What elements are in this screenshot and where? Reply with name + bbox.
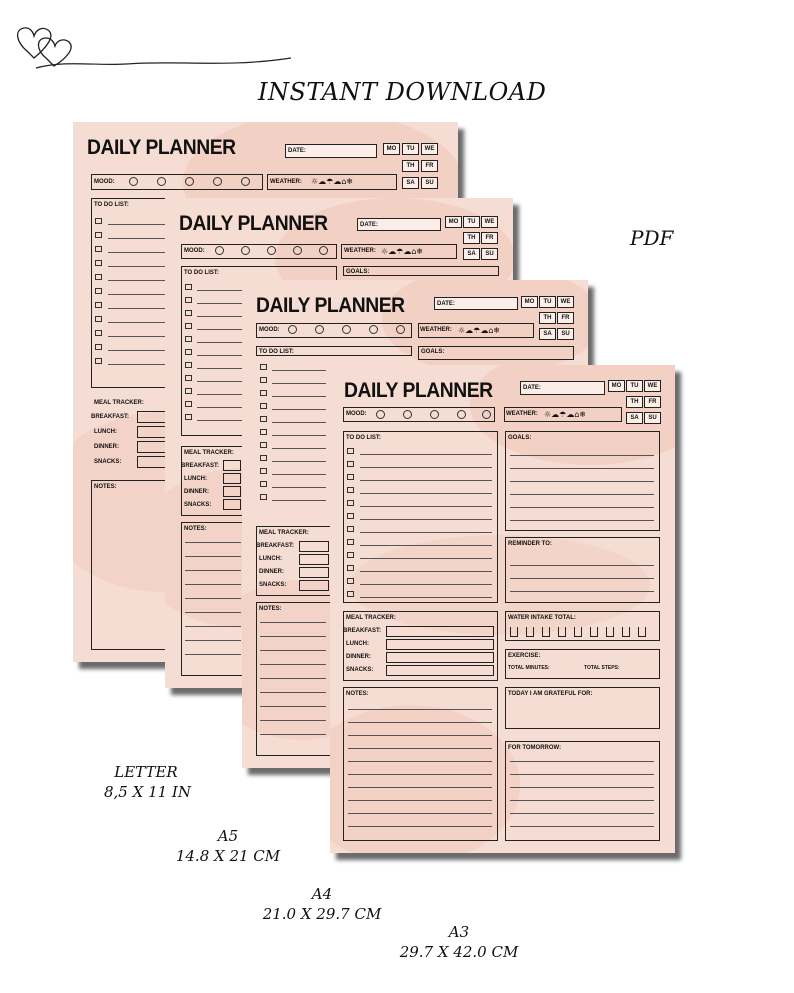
planner-title: DAILY PLANNER xyxy=(344,379,493,402)
writing-line xyxy=(108,294,168,295)
grateful-label: TODAY I AM GRATEFUL FOR: xyxy=(508,691,593,697)
writing-line xyxy=(185,570,241,571)
day-tu[interactable]: TU xyxy=(402,143,419,155)
date-label: DATE: xyxy=(437,301,455,307)
water-cup-icon[interactable] xyxy=(558,627,566,637)
checkbox-icon[interactable] xyxy=(185,310,192,316)
writing-line xyxy=(185,654,241,655)
notes-label: NOTES: xyxy=(259,606,282,612)
day-th[interactable]: TH xyxy=(539,312,556,324)
day-mo[interactable]: MO xyxy=(521,296,538,308)
writing-line xyxy=(108,364,168,365)
checkbox-icon[interactable] xyxy=(347,474,354,480)
section-box xyxy=(91,174,263,190)
writing-line xyxy=(510,774,654,775)
writing-line xyxy=(108,350,168,351)
writing-line xyxy=(260,706,326,707)
notes-label: NOTES: xyxy=(346,691,369,697)
exercise-label: EXERCISE: xyxy=(508,653,541,659)
size-dims: 8,5 X 11 IN xyxy=(104,783,191,801)
mood-label: MOOD: xyxy=(94,179,115,185)
format-label: PDF xyxy=(630,226,674,250)
section-box xyxy=(299,541,329,552)
mood-face-icon[interactable] xyxy=(241,177,250,186)
writing-line xyxy=(185,598,241,599)
mood-label: MOOD: xyxy=(259,327,280,333)
writing-line xyxy=(197,368,247,369)
writing-line xyxy=(510,507,654,508)
day-fr[interactable]: FR xyxy=(644,396,661,408)
writing-line xyxy=(360,584,492,585)
writing-line xyxy=(272,396,326,397)
weather-label: WEATHER: xyxy=(270,179,302,185)
mood-face-icon[interactable] xyxy=(215,246,224,255)
writing-line xyxy=(348,761,492,762)
instant-download-title: INSTANT DOWNLOAD xyxy=(258,78,547,106)
checkbox-icon[interactable] xyxy=(347,487,354,493)
checkbox-icon[interactable] xyxy=(185,349,192,355)
day-we[interactable]: WE xyxy=(557,296,574,308)
checkbox-icon[interactable] xyxy=(95,218,102,224)
checkbox-icon[interactable] xyxy=(185,414,192,420)
writing-line xyxy=(510,481,654,482)
size-dims: 14.8 X 21 CM xyxy=(175,847,281,865)
writing-line xyxy=(185,626,241,627)
writing-line xyxy=(260,664,326,665)
water-cup-icon[interactable] xyxy=(622,627,630,637)
day-we[interactable]: WE xyxy=(421,143,438,155)
writing-line xyxy=(197,394,247,395)
mood-face-icon[interactable] xyxy=(342,325,351,334)
checkbox-icon[interactable] xyxy=(185,388,192,394)
day-fr[interactable]: FR xyxy=(481,232,498,244)
writing-line xyxy=(360,480,492,481)
writing-line xyxy=(348,800,492,801)
meal-lunch-label: LUNCH: xyxy=(259,556,282,562)
mood-face-icon[interactable] xyxy=(185,177,194,186)
checkbox-icon[interactable] xyxy=(95,316,102,322)
checkbox-icon[interactable] xyxy=(260,481,267,487)
writing-line xyxy=(360,597,492,598)
mood-face-icon[interactable] xyxy=(396,325,405,334)
checkbox-icon[interactable] xyxy=(95,302,102,308)
size-dims: 21.0 X 29.7 CM xyxy=(262,905,382,923)
writing-line xyxy=(360,519,492,520)
writing-line xyxy=(360,454,492,455)
writing-line xyxy=(510,591,654,592)
writing-line xyxy=(185,584,241,585)
goals-label: GOALS: xyxy=(346,269,370,275)
day-tu[interactable]: TU xyxy=(626,380,643,392)
day-mo[interactable]: MO xyxy=(445,216,462,228)
mood-face-icon[interactable] xyxy=(482,410,491,419)
writing-line xyxy=(272,487,326,488)
checkbox-icon[interactable] xyxy=(260,442,267,448)
writing-line xyxy=(348,735,492,736)
meal-breakfast-label: BREAKFAST: xyxy=(91,414,130,420)
checkbox-icon[interactable] xyxy=(185,401,192,407)
meal-snacks-label: SNACKS: xyxy=(94,459,122,465)
writing-line xyxy=(272,461,326,462)
writing-line xyxy=(510,468,654,469)
writing-line xyxy=(197,420,247,421)
size-a5 xyxy=(168,826,288,866)
mood-face-icon[interactable] xyxy=(430,410,439,419)
for-tomorrow-label: FOR TOMORROW: xyxy=(508,745,562,751)
todo-label: TO DO LIST: xyxy=(184,270,219,276)
day-th[interactable]: TH xyxy=(463,232,480,244)
water-cup-icon[interactable] xyxy=(590,627,598,637)
writing-line xyxy=(510,761,654,762)
writing-line xyxy=(272,383,326,384)
writing-line xyxy=(260,678,326,679)
total-steps-label: TOTAL STEPS: xyxy=(584,665,620,671)
writing-line xyxy=(197,355,247,356)
checkbox-icon[interactable] xyxy=(95,260,102,266)
writing-line xyxy=(510,813,654,814)
checkbox-icon[interactable] xyxy=(260,390,267,396)
writing-line xyxy=(272,422,326,423)
writing-line xyxy=(260,636,326,637)
day-fr[interactable]: FR xyxy=(557,312,574,324)
section-box xyxy=(223,460,241,471)
checkbox-icon[interactable] xyxy=(347,578,354,584)
writing-line xyxy=(108,238,168,239)
writing-line xyxy=(272,409,326,410)
mood-face-icon[interactable] xyxy=(288,325,297,334)
section-box xyxy=(299,580,329,591)
writing-line xyxy=(360,571,492,572)
section-box xyxy=(386,639,494,650)
section-box xyxy=(223,473,241,484)
day-tu[interactable]: TU xyxy=(463,216,480,228)
todo-label: TO DO LIST: xyxy=(259,349,294,355)
writing-line xyxy=(185,640,241,641)
checkbox-icon[interactable] xyxy=(95,330,102,336)
date-label: DATE: xyxy=(288,148,306,154)
day-tu[interactable]: TU xyxy=(539,296,556,308)
weather-label: WEATHER: xyxy=(420,327,452,333)
weather-sun-icon[interactable]: ☼☁☂☁⌂❄ xyxy=(311,177,354,186)
checkbox-icon[interactable] xyxy=(95,246,102,252)
date-label: DATE: xyxy=(360,222,378,228)
writing-line xyxy=(510,787,654,788)
todo-label: TO DO LIST: xyxy=(94,202,129,208)
writing-line xyxy=(197,303,247,304)
meal-snacks-label: SNACKS: xyxy=(259,582,287,588)
checkbox-icon[interactable] xyxy=(95,274,102,280)
mood-face-icon[interactable] xyxy=(293,246,302,255)
planner-page-a3 xyxy=(330,365,675,853)
meal-tracker-label: MEAL TRACKER: xyxy=(259,530,309,536)
checkbox-icon[interactable] xyxy=(260,455,267,461)
section-box xyxy=(386,665,494,676)
checkbox-icon[interactable] xyxy=(95,358,102,364)
writing-line xyxy=(185,542,241,543)
planner-title: DAILY PLANNER xyxy=(256,294,405,317)
writing-line xyxy=(348,813,492,814)
section-box xyxy=(223,486,241,497)
reminder-label: REMINDER TO: xyxy=(508,541,552,547)
checkbox-icon[interactable] xyxy=(347,552,354,558)
checkbox-icon[interactable] xyxy=(95,288,102,294)
writing-line xyxy=(197,342,247,343)
writing-line xyxy=(272,500,326,501)
todo-label: TO DO LIST: xyxy=(346,435,381,441)
total-minutes-label: TOTAL MINUTES: xyxy=(508,665,550,671)
checkbox-icon[interactable] xyxy=(185,362,192,368)
mood-face-icon[interactable] xyxy=(267,246,276,255)
section-box xyxy=(299,567,329,578)
writing-line xyxy=(185,612,241,613)
writing-line xyxy=(510,520,654,521)
day-sa[interactable]: SA xyxy=(463,248,480,260)
checkbox-icon[interactable] xyxy=(347,539,354,545)
writing-line xyxy=(510,826,654,827)
planner-title: DAILY PLANNER xyxy=(87,136,236,159)
meal-snacks-label: SNACKS: xyxy=(346,667,374,673)
section-box xyxy=(343,687,498,841)
writing-line xyxy=(272,448,326,449)
writing-line xyxy=(510,565,654,566)
mood-face-icon[interactable] xyxy=(457,410,466,419)
day-mo[interactable]: MO xyxy=(608,380,625,392)
mood-label: MOOD: xyxy=(184,248,205,254)
meal-dinner-label: DINNER: xyxy=(184,489,209,495)
section-box xyxy=(386,626,494,637)
writing-line xyxy=(260,692,326,693)
checkbox-icon[interactable] xyxy=(185,375,192,381)
writing-line xyxy=(360,467,492,468)
water-cup-icon[interactable] xyxy=(526,627,534,637)
writing-line xyxy=(108,308,168,309)
day-su[interactable]: SU xyxy=(644,412,661,424)
water-cup-icon[interactable] xyxy=(638,627,646,637)
meal-breakfast-label: BREAKFAST: xyxy=(181,463,220,469)
checkbox-icon[interactable] xyxy=(95,344,102,350)
checkbox-icon[interactable] xyxy=(260,468,267,474)
meal-breakfast-label: BREAKFAST: xyxy=(256,543,295,549)
day-sa[interactable]: SA xyxy=(402,177,419,189)
writing-line xyxy=(348,709,492,710)
writing-line xyxy=(108,266,168,267)
writing-line xyxy=(108,322,168,323)
writing-line xyxy=(360,493,492,494)
meal-dinner-label: DINNER: xyxy=(259,569,284,575)
mood-label: MOOD: xyxy=(346,411,367,417)
writing-line xyxy=(348,722,492,723)
writing-line xyxy=(272,370,326,371)
day-su[interactable]: SU xyxy=(557,328,574,340)
size-name: A3 xyxy=(448,923,470,941)
writing-line xyxy=(510,494,654,495)
checkbox-icon[interactable] xyxy=(347,526,354,532)
weather-label: WEATHER: xyxy=(506,411,538,417)
writing-line xyxy=(197,381,247,382)
weather-sun-icon[interactable]: ☼☁☂☁⌂❄ xyxy=(458,326,501,335)
day-sa[interactable]: SA xyxy=(626,412,643,424)
section-box xyxy=(223,499,241,510)
mood-face-icon[interactable] xyxy=(129,177,138,186)
meal-breakfast-label: BREAKFAST: xyxy=(343,628,382,634)
writing-line xyxy=(510,455,654,456)
writing-line xyxy=(272,435,326,436)
meal-snacks-label: SNACKS: xyxy=(184,502,212,508)
checkbox-icon[interactable] xyxy=(260,494,267,500)
writing-line xyxy=(197,407,247,408)
checkbox-icon[interactable] xyxy=(95,232,102,238)
writing-line xyxy=(360,506,492,507)
day-su[interactable]: SU xyxy=(481,248,498,260)
size-a4 xyxy=(258,884,386,924)
meal-dinner-label: DINNER: xyxy=(346,654,371,660)
writing-line xyxy=(260,734,326,735)
checkbox-icon[interactable] xyxy=(347,513,354,519)
mood-face-icon[interactable] xyxy=(319,246,328,255)
mood-face-icon[interactable] xyxy=(376,410,385,419)
checkbox-icon[interactable] xyxy=(347,448,354,454)
writing-line xyxy=(348,787,492,788)
day-we[interactable]: WE xyxy=(481,216,498,228)
writing-line xyxy=(272,474,326,475)
meal-dinner-label: DINNER: xyxy=(94,444,119,450)
checkbox-icon[interactable] xyxy=(260,416,267,422)
meal-tracker-label: MEAL TRACKER: xyxy=(184,450,234,456)
checkbox-icon[interactable] xyxy=(347,565,354,571)
checkbox-icon[interactable] xyxy=(347,500,354,506)
day-th[interactable]: TH xyxy=(402,160,419,172)
date-label: DATE: xyxy=(523,385,541,391)
checkbox-icon[interactable] xyxy=(185,323,192,329)
water-cup-icon[interactable] xyxy=(574,627,582,637)
size-dims: 29.7 X 42.0 CM xyxy=(399,943,519,961)
checkbox-icon[interactable] xyxy=(185,297,192,303)
writing-line xyxy=(510,800,654,801)
day-we[interactable]: WE xyxy=(644,380,661,392)
water-cup-icon[interactable] xyxy=(606,627,614,637)
notes-label: NOTES: xyxy=(184,526,207,532)
section-box xyxy=(343,431,498,603)
checkbox-icon[interactable] xyxy=(260,403,267,409)
writing-line xyxy=(360,558,492,559)
checkbox-icon[interactable] xyxy=(347,591,354,597)
weather-sun-icon[interactable]: ☼☁☂☁⌂❄ xyxy=(381,247,424,256)
size-letter xyxy=(104,762,191,802)
water-intake-label: WATER INTAKE TOTAL: xyxy=(508,615,576,621)
day-mo[interactable]: MO xyxy=(383,143,400,155)
water-cup-icon[interactable] xyxy=(542,627,550,637)
size-name: A5 xyxy=(217,827,239,845)
writing-line xyxy=(197,329,247,330)
writing-line xyxy=(360,532,492,533)
size-a3 xyxy=(394,922,524,962)
writing-line xyxy=(108,336,168,337)
writing-line xyxy=(348,774,492,775)
section-box xyxy=(386,652,494,663)
day-fr[interactable]: FR xyxy=(421,160,438,172)
writing-line xyxy=(260,720,326,721)
mood-face-icon[interactable] xyxy=(315,325,324,334)
day-th[interactable]: TH xyxy=(626,396,643,408)
writing-line xyxy=(360,545,492,546)
meal-lunch-label: LUNCH: xyxy=(346,641,369,647)
day-su[interactable]: SU xyxy=(421,177,438,189)
weather-sun-icon[interactable]: ☼☁☂☁⌂❄ xyxy=(544,410,587,419)
checkbox-icon[interactable] xyxy=(185,336,192,342)
section-box xyxy=(299,554,329,565)
writing-line xyxy=(197,290,247,291)
mood-face-icon[interactable] xyxy=(157,177,166,186)
checkbox-icon[interactable] xyxy=(185,284,192,290)
meal-lunch-label: LUNCH: xyxy=(94,429,117,435)
mood-face-icon[interactable] xyxy=(213,177,222,186)
goals-label: GOALS: xyxy=(508,435,532,441)
writing-line xyxy=(348,826,492,827)
writing-line xyxy=(108,252,168,253)
size-name: LETTER xyxy=(114,763,178,781)
hearts-logo-icon xyxy=(6,22,296,82)
checkbox-icon[interactable] xyxy=(260,377,267,383)
writing-line xyxy=(108,224,168,225)
water-cup-icon[interactable] xyxy=(510,627,518,637)
planner-title: DAILY PLANNER xyxy=(179,212,328,235)
meal-tracker-label: MEAL TRACKER: xyxy=(346,615,396,621)
checkbox-icon[interactable] xyxy=(260,364,267,370)
day-sa[interactable]: SA xyxy=(539,328,556,340)
checkbox-icon[interactable] xyxy=(347,461,354,467)
checkbox-icon[interactable] xyxy=(260,429,267,435)
size-name: A4 xyxy=(311,885,333,903)
writing-line xyxy=(185,556,241,557)
writing-line xyxy=(348,748,492,749)
writing-line xyxy=(197,316,247,317)
mood-face-icon[interactable] xyxy=(369,325,378,334)
notes-label: NOTES: xyxy=(94,484,117,490)
writing-line xyxy=(260,622,326,623)
goals-label: GOALS: xyxy=(421,349,445,355)
writing-line xyxy=(108,280,168,281)
weather-label: WEATHER: xyxy=(344,248,376,254)
writing-line xyxy=(260,650,326,651)
mood-face-icon[interactable] xyxy=(241,246,250,255)
mood-face-icon[interactable] xyxy=(403,410,412,419)
meal-tracker-label: MEAL TRACKER: xyxy=(94,400,144,406)
writing-line xyxy=(510,578,654,579)
meal-lunch-label: LUNCH: xyxy=(184,476,207,482)
